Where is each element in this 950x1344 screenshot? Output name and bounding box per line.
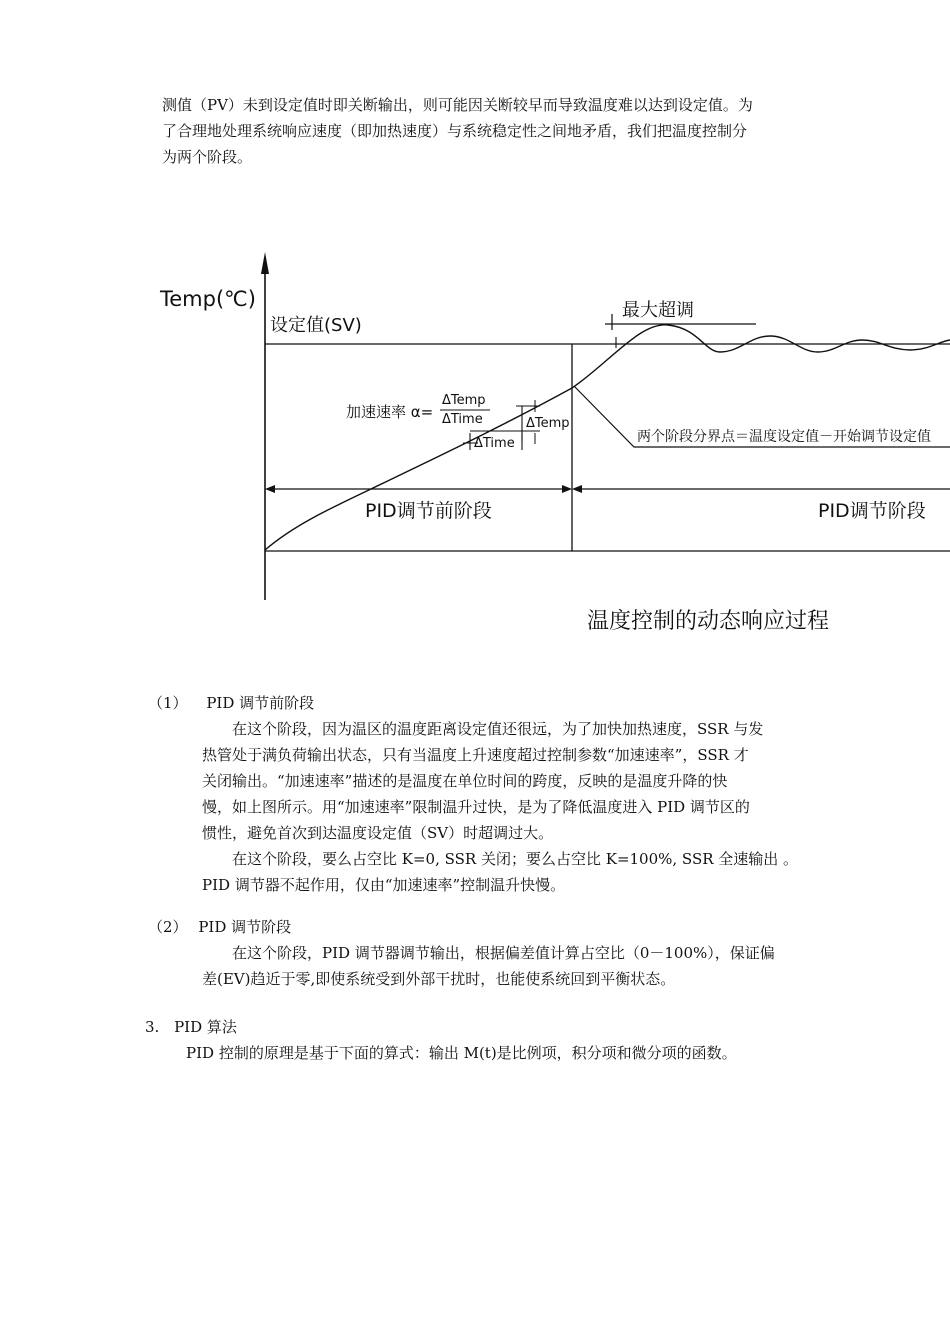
section1-p1-line-3: 关闭输出。“加速速率”描述的是温度在单位时间的跨度，反映的是温度升降的快 (202, 772, 728, 790)
setpoint-label: 设定值(SV) (270, 315, 362, 336)
section1-number: （1） (148, 694, 188, 712)
section2-number: （2） (148, 918, 188, 936)
section1-p1-line-2: 热管处于满负荷输出状态，只有当温度上升速度超过控制参数“加速速率”，SSR 才 (202, 746, 749, 764)
section1-paragraph-1 (202, 716, 822, 898)
intro-line-3: 为两个阶段。 (162, 148, 253, 166)
section1-p1-line-4: 慢，如上图所示。用“加速速率”限制温升过快，是为了降低温度进入 PID 调节区的 (202, 798, 750, 816)
section3-title: PID 算法 (174, 1018, 237, 1036)
section2-line-2: 差(EV)趋近于零,即使系统受到外部干扰时，也能使系统回到平衡状态。 (202, 970, 676, 988)
figure-caption: 温度控制的动态响应过程 (587, 609, 830, 634)
phase1-arrow-right (562, 485, 572, 493)
delta-time-label: ΔTime (474, 436, 515, 451)
boundary-label: 两个阶段分界点＝温度设定值－开始调节设定值 (637, 429, 931, 445)
section3-paragraph (186, 1040, 826, 1066)
phase1-arrow-left (265, 485, 275, 493)
dynamic-response-figure (0, 240, 950, 650)
section1-p1-line-5: 惯性，避免首次到达温度设定值（SV）时超调过大。 (202, 824, 554, 842)
section1-p1-line-1: 在这个阶段，因为温区的温度距离设定值还很远，为了加快加热速度，SSR 与发 (232, 720, 764, 738)
section1-heading (148, 690, 314, 716)
phase2-arrow-left (572, 485, 582, 493)
intro-line-1: 测值（PV）未到设定值时即关断输出，则可能因关断较早而导致温度难以达到设定值。为 (162, 96, 753, 114)
section1-p2-line-1: 在这个阶段，要么占空比 K=0, SSR 关闭；要么占空比 K=100%, SSR 全速输出 。 (232, 850, 799, 868)
phase1-label: PID调节前阶段 (365, 500, 492, 522)
delta-temp-label: ΔTemp (526, 416, 570, 431)
section1-p2-line-2: PID 调节器不起作用，仅由“加速速率”控制温升快慢。 (202, 876, 566, 894)
section2-title: PID 调节阶段 (198, 918, 292, 936)
section2-paragraph (202, 940, 822, 992)
accel-fraction-numerator: ΔTemp (442, 393, 486, 408)
intro-line-2: 了合理地处理系统响应速度（即加热速度）与系统稳定性之间地矛盾，我们把温度控制分 (162, 122, 748, 140)
overshoot-label: 最大超调 (622, 300, 694, 321)
phase2-label: PID调节阶段 (818, 500, 926, 522)
y-axis-label: Temp(℃) (160, 287, 256, 311)
section3-heading (145, 1014, 237, 1040)
section1-title: PID 调节前阶段 (206, 694, 315, 712)
accel-label: 加速速率 α= (346, 403, 434, 421)
intro-paragraph (162, 92, 822, 170)
section2-heading (148, 914, 291, 940)
y-axis-arrow (261, 252, 269, 274)
accel-fraction-denominator: ΔTime (442, 412, 483, 427)
section3-number: 3. (145, 1018, 160, 1036)
section2-line-1: 在这个阶段，PID 调节器调节输出，根据偏差值计算占空比（0－100%），保证偏 (232, 944, 775, 962)
section3-line-1: PID 控制的原理是基于下面的算式：输出 M(t)是比例项，积分项和微分项的函数。 (186, 1044, 737, 1062)
